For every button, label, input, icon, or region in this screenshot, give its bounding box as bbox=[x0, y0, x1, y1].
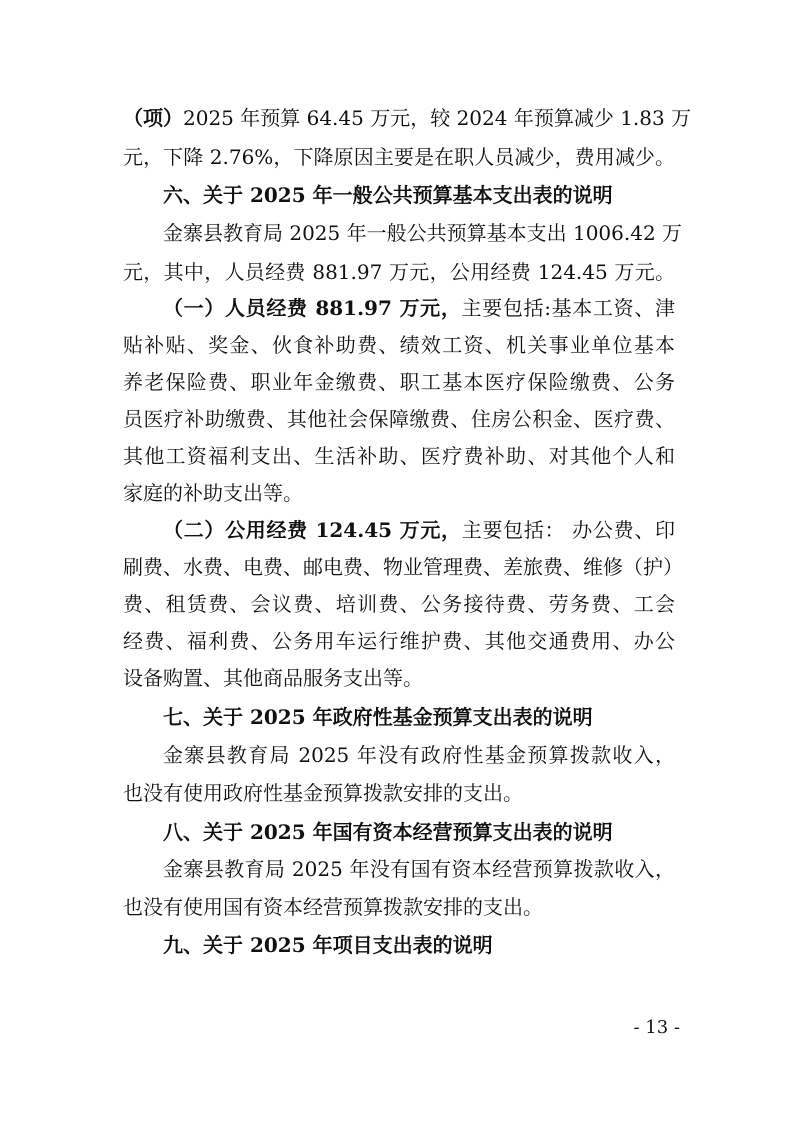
paragraph-line: 金寨县教育局 2025 年没有政府性基金预算拨款收入， bbox=[163, 743, 675, 767]
paragraph-line: 刷费、水费、电费、邮电费、物业管理费、差旅费、维修（护） bbox=[123, 555, 683, 579]
paragraph-line: （项）2025 年预算 64.45 万元，较 2024 年预算减少 1.83 万 bbox=[123, 106, 692, 130]
paragraph-line: （二）公用经费 124.45 万元，主要包括： 办公费、印 bbox=[163, 518, 676, 542]
section-heading-6: 六、关于 2025 年一般公共预算基本支出表的说明 bbox=[163, 183, 613, 207]
paragraph-line: 贴补贴、奖金、伙食补助费、绩效工资、机关事业单位基本 bbox=[123, 333, 675, 357]
paragraph-line: 家庭的补助支出等。 bbox=[123, 481, 303, 505]
subheading-personnel-cost: （一）人员经费 881.97 万元， bbox=[163, 296, 462, 320]
paragraph-line: 养老保险费、职业年金缴费、职工基本医疗保险缴费、公务 bbox=[123, 370, 675, 394]
paragraph-line: 费、租赁费、会议费、培训费、公务接待费、劳务费、工会 bbox=[123, 592, 675, 616]
paragraph-line: 设备购置、其他商品服务支出等。 bbox=[123, 666, 423, 690]
paragraph-line: 也没有使用政府性基金预算拨款安排的支出。 bbox=[123, 781, 523, 805]
section-heading-7: 七、关于 2025 年政府性基金预算支出表的说明 bbox=[163, 705, 593, 729]
paragraph-line: 也没有使用国有资本经营预算拨款安排的支出。 bbox=[123, 895, 543, 919]
paragraph-line: 金寨县教育局 2025 年一般公共预算基本支出 1006.42 万 bbox=[163, 221, 683, 245]
subheading-public-cost: （二）公用经费 124.45 万元， bbox=[163, 518, 462, 542]
paragraph-line: 元，下降 2.76%，下降原因主要是在职人员减少，费用减少。 bbox=[123, 145, 675, 169]
section-heading-8: 八、关于 2025 年国有资本经营预算支出表的说明 bbox=[163, 820, 613, 844]
section-heading-9: 九、关于 2025 年项目支出表的说明 bbox=[163, 933, 493, 957]
paragraph-line: 金寨县教育局 2025 年没有国有资本经营预算拨款收入， bbox=[163, 857, 675, 881]
paragraph-line: 经费、福利费、公务用车运行维护费、其他交通费用、办公 bbox=[123, 629, 675, 653]
paragraph-line: （一）人员经费 881.97 万元，主要包括:基本工资、津 bbox=[163, 296, 675, 320]
paragraph-line: 其他工资福利支出、生活补助、医疗费补助、对其他个人和 bbox=[123, 444, 675, 468]
paragraph-line: 元，其中，人员经费 881.97 万元，公用经费 124.45 万元。 bbox=[123, 260, 675, 284]
paragraph-line: 员医疗补助缴费、其他社会保障缴费、住房公积金、医疗费、 bbox=[123, 407, 675, 431]
page-number: - 13 - bbox=[633, 1017, 680, 1038]
